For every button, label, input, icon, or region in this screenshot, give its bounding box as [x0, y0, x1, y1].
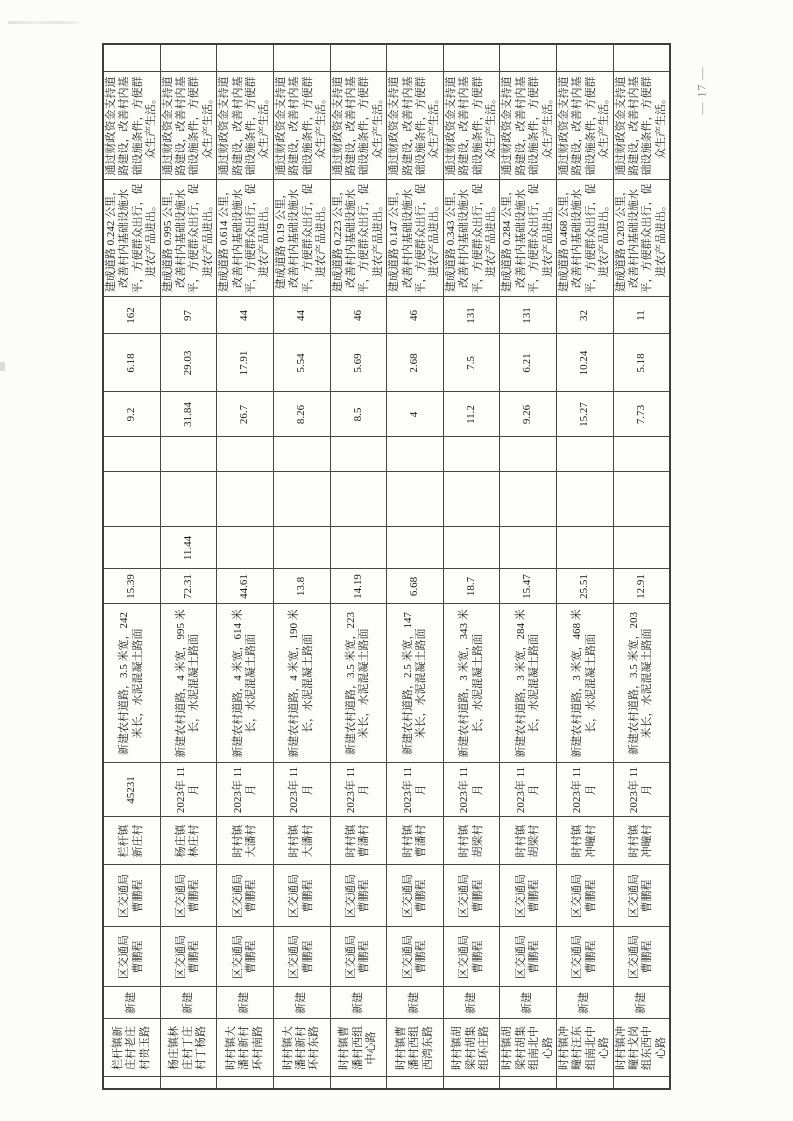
- cell-total_invest: 15.47: [500, 569, 557, 604]
- cell-total_invest: 12.91: [613, 569, 670, 604]
- responsible-person: 曹鹏程: [641, 940, 654, 974]
- cell-fund_1: 10.24: [557, 334, 614, 392]
- responsible-unit: 区交通局: [118, 874, 131, 918]
- cell-fund_2: 9.2: [103, 392, 160, 437]
- responsible-person: 曹鹏程: [414, 940, 427, 974]
- cell-perf_goal: 通过财政资金支持道路建设，改善村内基础设施条件，方便群众生产生活。: [330, 72, 387, 180]
- rotated-table-container: [102, 45, 667, 1090]
- responsible-person: 曹鹏程: [131, 879, 144, 913]
- cell-resp_unit_1: [387, 865, 444, 927]
- cell-annual_goal: 建成道路 0.19 公里，改善村内基础设施水平，方便群众出行，促进农产品进出。: [273, 180, 330, 297]
- page-number: — 17 —: [694, 66, 709, 115]
- cell-fund_2: 26.7: [217, 392, 274, 437]
- cell-blank_a: [387, 472, 444, 527]
- cell-location: 栏杆镇新庄村: [103, 817, 160, 865]
- table-row: [387, 44, 444, 1089]
- cell-annual_goal: 建成道路 0.343 公里，改善村内基础设施水平，方便群众出行，促进农产品进出。: [443, 180, 500, 297]
- cell-completion: 2023年 11月: [217, 763, 274, 817]
- cell-fund_2: 4: [387, 392, 444, 437]
- cell-beneficiaries: 46: [330, 297, 387, 334]
- cell-fund_1: 17.91: [217, 334, 274, 392]
- cell-blank_b: [387, 437, 444, 472]
- cell-seq: [443, 1077, 500, 1089]
- cell-annual_goal: 建成道路 0.223 公里，改善村内基础设施水平，方便群众出行，促进农产品进出。: [330, 180, 387, 297]
- cell-total_invest: 6.68: [387, 569, 444, 604]
- cell-resp_unit_1: [330, 865, 387, 927]
- cell-beneficiaries: 44: [217, 297, 274, 334]
- cell-remark: [387, 44, 444, 72]
- cell-resp_unit_1: [273, 865, 330, 927]
- responsible-person: 曹鹏程: [584, 940, 597, 974]
- responsible-person: 曹鹏程: [245, 940, 258, 974]
- cell-completion: 2023年 11月: [500, 763, 557, 817]
- cell-fund_2: 8.5: [330, 392, 387, 437]
- cell-resp_unit_1: [217, 865, 274, 927]
- cell-beneficiaries: 11: [613, 297, 670, 334]
- scan-artifact-left: [0, 362, 5, 371]
- cell-remark: [160, 44, 217, 72]
- cell-fund_1: 5.54: [273, 334, 330, 392]
- cell-nature: 新建: [330, 987, 387, 1019]
- scan-artifact-top: [8, 21, 80, 24]
- cell-beneficiaries: 97: [160, 297, 217, 334]
- cell-blank_b: [557, 437, 614, 472]
- cell-fund_2: 9.26: [500, 392, 557, 437]
- responsible-person: 曹鹏程: [188, 879, 201, 913]
- cell-blank_b: [443, 437, 500, 472]
- cell-beneficiaries: 162: [103, 297, 160, 334]
- responsible-person: 曹鹏程: [528, 879, 541, 913]
- responsible-unit: 区交通局: [344, 874, 357, 918]
- cell-completion: 2023年 11月: [443, 763, 500, 817]
- cell-nature: 新建: [500, 987, 557, 1019]
- cell-content: 新建农村道路，3 米宽，343 米长，水泥混凝土路面: [443, 604, 500, 763]
- cell-content: 新建农村道路，2.5 米宽，147 米长，水泥混凝土路面: [387, 604, 444, 763]
- cell-resp_unit_2: [330, 927, 387, 987]
- cell-location: 时村镇曹潘村: [387, 817, 444, 865]
- cell-perf_goal: 通过财政资金支持道路建设，改善村内基础设施条件，方便群众生产生活。: [160, 72, 217, 180]
- cell-name: 时村镇冲疃村汪东组南北中心路: [557, 1019, 614, 1077]
- cell-other_fund: 11.44: [160, 527, 217, 569]
- cell-seq: [613, 1077, 670, 1089]
- cell-location: 时村镇大潘村: [273, 817, 330, 865]
- cell-name: 时村镇大潘村新村环村南路: [217, 1019, 274, 1077]
- cell-perf_goal: 通过财政资金支持道路建设，改善村内基础设施条件，方便群众生产生活。: [557, 72, 614, 180]
- cell-remark: [330, 44, 387, 72]
- responsible-unit: 区交通局: [401, 874, 414, 918]
- responsible-person: 曹鹏程: [528, 940, 541, 974]
- cell-name: 时村镇曹潘村西组中心路: [330, 1019, 387, 1077]
- responsible-person: 曹鹏程: [471, 940, 484, 974]
- cell-other_fund: [557, 527, 614, 569]
- cell-seq: [217, 1077, 274, 1089]
- responsible-unit: 区交通局: [288, 874, 301, 918]
- cell-other_fund: [273, 527, 330, 569]
- cell-nature: 新建: [443, 987, 500, 1019]
- cell-nature: 新建: [387, 987, 444, 1019]
- cell-blank_b: [273, 437, 330, 472]
- cell-location: 时村镇曹潘村: [330, 817, 387, 865]
- cell-nature: 新建: [273, 987, 330, 1019]
- cell-resp_unit_1: [613, 865, 670, 927]
- responsible-unit: 区交通局: [231, 935, 244, 979]
- cell-remark: [443, 44, 500, 72]
- cell-blank_a: [443, 472, 500, 527]
- cell-content: 新建农村道路，4 米宽，190 米长，水泥混凝土路面: [273, 604, 330, 763]
- cell-blank_a: [557, 472, 614, 527]
- cell-resp_unit_1: [500, 865, 557, 927]
- cell-completion: 45231: [103, 763, 160, 817]
- cell-blank_b: [103, 437, 160, 472]
- cell-remark: [103, 44, 160, 72]
- cell-blank_b: [160, 437, 217, 472]
- cell-resp_unit_1: [103, 865, 160, 927]
- cell-blank_a: [160, 472, 217, 527]
- cell-name: 时村镇曹潘村西组西湾东路: [387, 1019, 444, 1077]
- cell-perf_goal: 通过财政资金支持道路建设，改善村内基础设施条件，方便群众生产生活。: [387, 72, 444, 180]
- cell-content: 新建农村道路，4 米宽，614 米长，水泥混凝土路面: [217, 604, 274, 763]
- cell-name: 时村镇大潘村新村环村东路: [273, 1019, 330, 1077]
- cell-total_invest: 72.31: [160, 569, 217, 604]
- cell-name: 时村镇胡梁村胡集组环庄路: [443, 1019, 500, 1077]
- cell-resp_unit_1: [160, 865, 217, 927]
- table-row: [160, 44, 217, 1089]
- cell-fund_1: 6.21: [500, 334, 557, 392]
- cell-completion: 2023年 11月: [557, 763, 614, 817]
- cell-resp_unit_2: [273, 927, 330, 987]
- cell-blank_a: [330, 472, 387, 527]
- cell-seq: [557, 1077, 614, 1089]
- cell-seq: [330, 1077, 387, 1089]
- responsible-unit: 区交通局: [118, 935, 131, 979]
- table-row: [500, 44, 557, 1089]
- cell-completion: 2023年 11月: [330, 763, 387, 817]
- cell-nature: 新建: [160, 987, 217, 1019]
- responsible-unit: 区交通局: [628, 874, 641, 918]
- cell-resp_unit_2: [500, 927, 557, 987]
- cell-seq: [500, 1077, 557, 1089]
- responsible-unit: 区交通局: [571, 874, 584, 918]
- table-row: [217, 44, 274, 1089]
- cell-location: 杨庄镇林庄村: [160, 817, 217, 865]
- cell-resp_unit_2: [160, 927, 217, 987]
- cell-annual_goal: 建成道路 0.242 公里，改善村内基础设施水平，方便群众出行，促进农产品进出。: [103, 180, 160, 297]
- project-table: [102, 43, 671, 1090]
- cell-blank_b: [500, 437, 557, 472]
- table-row: [330, 44, 387, 1089]
- cell-resp_unit_2: [103, 927, 160, 987]
- cell-nature: 新建: [217, 987, 274, 1019]
- responsible-unit: 区交通局: [458, 874, 471, 918]
- cell-beneficiaries: 131: [500, 297, 557, 334]
- responsible-person: 曹鹏程: [584, 879, 597, 913]
- responsible-person: 曹鹏程: [641, 879, 654, 913]
- cell-total_invest: 25.51: [557, 569, 614, 604]
- cell-other_fund: [443, 527, 500, 569]
- cell-blank_a: [103, 472, 160, 527]
- cell-blank_b: [217, 437, 274, 472]
- cell-remark: [273, 44, 330, 72]
- cell-other_fund: [103, 527, 160, 569]
- table-row: [103, 44, 160, 1089]
- cell-content: 新建农村道路，4 米宽，995 米长，水泥混凝土路面: [160, 604, 217, 763]
- cell-resp_unit_1: [557, 865, 614, 927]
- cell-blank_b: [613, 437, 670, 472]
- cell-blank_a: [217, 472, 274, 527]
- cell-annual_goal: 建成道路 0.203 公里，改善村内基础设施水平，方便群众出行，促进农产品进出。: [613, 180, 670, 297]
- responsible-unit: 区交通局: [514, 935, 527, 979]
- cell-remark: [613, 44, 670, 72]
- responsible-person: 曹鹏程: [301, 940, 314, 974]
- cell-completion: 2023年 11月: [160, 763, 217, 817]
- cell-location: 时村镇胡梁村: [443, 817, 500, 865]
- cell-other_fund: [500, 527, 557, 569]
- cell-annual_goal: 建成道路 0.284 公里，改善村内基础设施水平，方便群众出行，促进农产品进出。: [500, 180, 557, 297]
- cell-fund_2: 15.27: [557, 392, 614, 437]
- cell-other_fund: [217, 527, 274, 569]
- cell-fund_1: 5.69: [330, 334, 387, 392]
- table-row: [613, 44, 670, 1089]
- cell-content: 新建农村道路，3 米宽，468 米长，水泥混凝土路面: [557, 604, 614, 763]
- cell-beneficiaries: 32: [557, 297, 614, 334]
- cell-fund_1: 6.18: [103, 334, 160, 392]
- cell-location: 时村镇冲疃村: [557, 817, 614, 865]
- table-row: [557, 44, 614, 1089]
- cell-seq: [160, 1077, 217, 1089]
- cell-fund_1: 5.18: [613, 334, 670, 392]
- responsible-unit: 区交通局: [175, 935, 188, 979]
- cell-other_fund: [613, 527, 670, 569]
- cell-annual_goal: 建成道路 0.468 公里，改善村内基础设施水平，方便群众出行，促进农产品进出。: [557, 180, 614, 297]
- cell-content: 新建农村道路，3.5 米宽，223 米长，水泥混凝土路面: [330, 604, 387, 763]
- cell-remark: [500, 44, 557, 72]
- cell-content: 新建农村道路，3.5 米宽，203 米长，水泥混凝土路面: [613, 604, 670, 763]
- cell-content: 新建农村道路，3.5 米宽，242 米长，水泥混凝土路面: [103, 604, 160, 763]
- cell-perf_goal: 通过财政资金支持道路建设，改善村内基础设施条件，方便群众生产生活。: [217, 72, 274, 180]
- cell-content: 新建农村道路，3 米宽，284 米长，水泥混凝土路面: [500, 604, 557, 763]
- responsible-person: 曹鹏程: [131, 940, 144, 974]
- cell-completion: 2023年 11月: [613, 763, 670, 817]
- cell-completion: 2023年 11月: [273, 763, 330, 817]
- cell-perf_goal: 通过财政资金支持道路建设，改善村内基础设施条件，方便群众生产生活。: [500, 72, 557, 180]
- cell-other_fund: [330, 527, 387, 569]
- cell-location: 时村镇大潘村: [217, 817, 274, 865]
- cell-annual_goal: 建成道路 0.614 公里，改善村内基础设施水平，方便群众出行，促进农产品进出。: [217, 180, 274, 297]
- cell-location: 时村镇冲疃村: [613, 817, 670, 865]
- cell-fund_2: 7.73: [613, 392, 670, 437]
- responsible-person: 曹鹏程: [301, 879, 314, 913]
- cell-fund_2: 8.26: [273, 392, 330, 437]
- cell-resp_unit_2: [613, 927, 670, 987]
- responsible-person: 曹鹏程: [414, 879, 427, 913]
- responsible-unit: 区交通局: [514, 874, 527, 918]
- cell-beneficiaries: 131: [443, 297, 500, 334]
- cell-beneficiaries: 46: [387, 297, 444, 334]
- cell-resp_unit_1: [443, 865, 500, 927]
- responsible-unit: 区交通局: [571, 935, 584, 979]
- cell-blank_a: [613, 472, 670, 527]
- responsible-unit: 区交通局: [175, 874, 188, 918]
- cell-perf_goal: 通过财政资金支持道路建设，改善村内基础设施条件，方便群众生产生活。: [613, 72, 670, 180]
- cell-resp_unit_2: [557, 927, 614, 987]
- cell-total_invest: 13.8: [273, 569, 330, 604]
- cell-total_invest: 14.19: [330, 569, 387, 604]
- cell-completion: 2023年 11月: [387, 763, 444, 817]
- cell-blank_a: [500, 472, 557, 527]
- cell-blank_b: [330, 437, 387, 472]
- responsible-person: 曹鹏程: [471, 879, 484, 913]
- cell-annual_goal: 建成道路 0.147 公里，改善村内基础设施水平，方便群众出行，促进农产品进出。: [387, 180, 444, 297]
- cell-remark: [217, 44, 274, 72]
- responsible-unit: 区交通局: [231, 874, 244, 918]
- table-row: [443, 44, 500, 1089]
- responsible-unit: 区交通局: [401, 935, 414, 979]
- responsible-unit: 区交通局: [288, 935, 301, 979]
- cell-fund_1: 29.03: [160, 334, 217, 392]
- responsible-person: 曹鹏程: [358, 879, 371, 913]
- cell-resp_unit_2: [443, 927, 500, 987]
- cell-seq: [387, 1077, 444, 1089]
- cell-name: 杨庄镇林庄村丁庄村丁杨路: [160, 1019, 217, 1077]
- cell-fund_1: 2.68: [387, 334, 444, 392]
- cell-other_fund: [387, 527, 444, 569]
- cell-total_invest: 18.7: [443, 569, 500, 604]
- cell-name: 栏杆镇新庄村老庄村贵玉路: [103, 1019, 160, 1077]
- cell-remark: [557, 44, 614, 72]
- responsible-unit: 区交通局: [628, 935, 641, 979]
- cell-beneficiaries: 44: [273, 297, 330, 334]
- cell-location: 时村镇胡梁村: [500, 817, 557, 865]
- cell-resp_unit_2: [387, 927, 444, 987]
- cell-perf_goal: 通过财政资金支持道路建设，改善村内基础设施条件，方便群众生产生活。: [443, 72, 500, 180]
- table-row: [273, 44, 330, 1089]
- cell-name: 时村镇胡梁村胡集组南北中心路: [500, 1019, 557, 1077]
- responsible-person: 曹鹏程: [245, 879, 258, 913]
- cell-annual_goal: 建成道路 0.995 公里，改善村内基础设施水平，方便群众出行，促进农产品进出。: [160, 180, 217, 297]
- cell-nature: 新建: [557, 987, 614, 1019]
- responsible-unit: 区交通局: [458, 935, 471, 979]
- cell-perf_goal: 通过财政资金支持道路建设，改善村内基础设施条件，方便群众生产生活。: [103, 72, 160, 180]
- cell-total_invest: 44.61: [217, 569, 274, 604]
- cell-fund_1: 7.5: [443, 334, 500, 392]
- cell-seq: [103, 1077, 160, 1089]
- cell-nature: 新建: [613, 987, 670, 1019]
- cell-fund_2: 31.84: [160, 392, 217, 437]
- cell-nature: 新建: [103, 987, 160, 1019]
- cell-blank_a: [273, 472, 330, 527]
- cell-seq: [273, 1077, 330, 1089]
- responsible-person: 曹鹏程: [358, 940, 371, 974]
- cell-perf_goal: 通过财政资金支持道路建设，改善村内基础设施条件，方便群众生产生活。: [273, 72, 330, 180]
- responsible-person: 曹鹏程: [188, 940, 201, 974]
- responsible-unit: 区交通局: [344, 935, 357, 979]
- cell-fund_2: 11.2: [443, 392, 500, 437]
- cell-total_invest: 15.39: [103, 569, 160, 604]
- cell-name: 时村镇冲疃村戈岗组东西中心路: [613, 1019, 670, 1077]
- cell-resp_unit_2: [217, 927, 274, 987]
